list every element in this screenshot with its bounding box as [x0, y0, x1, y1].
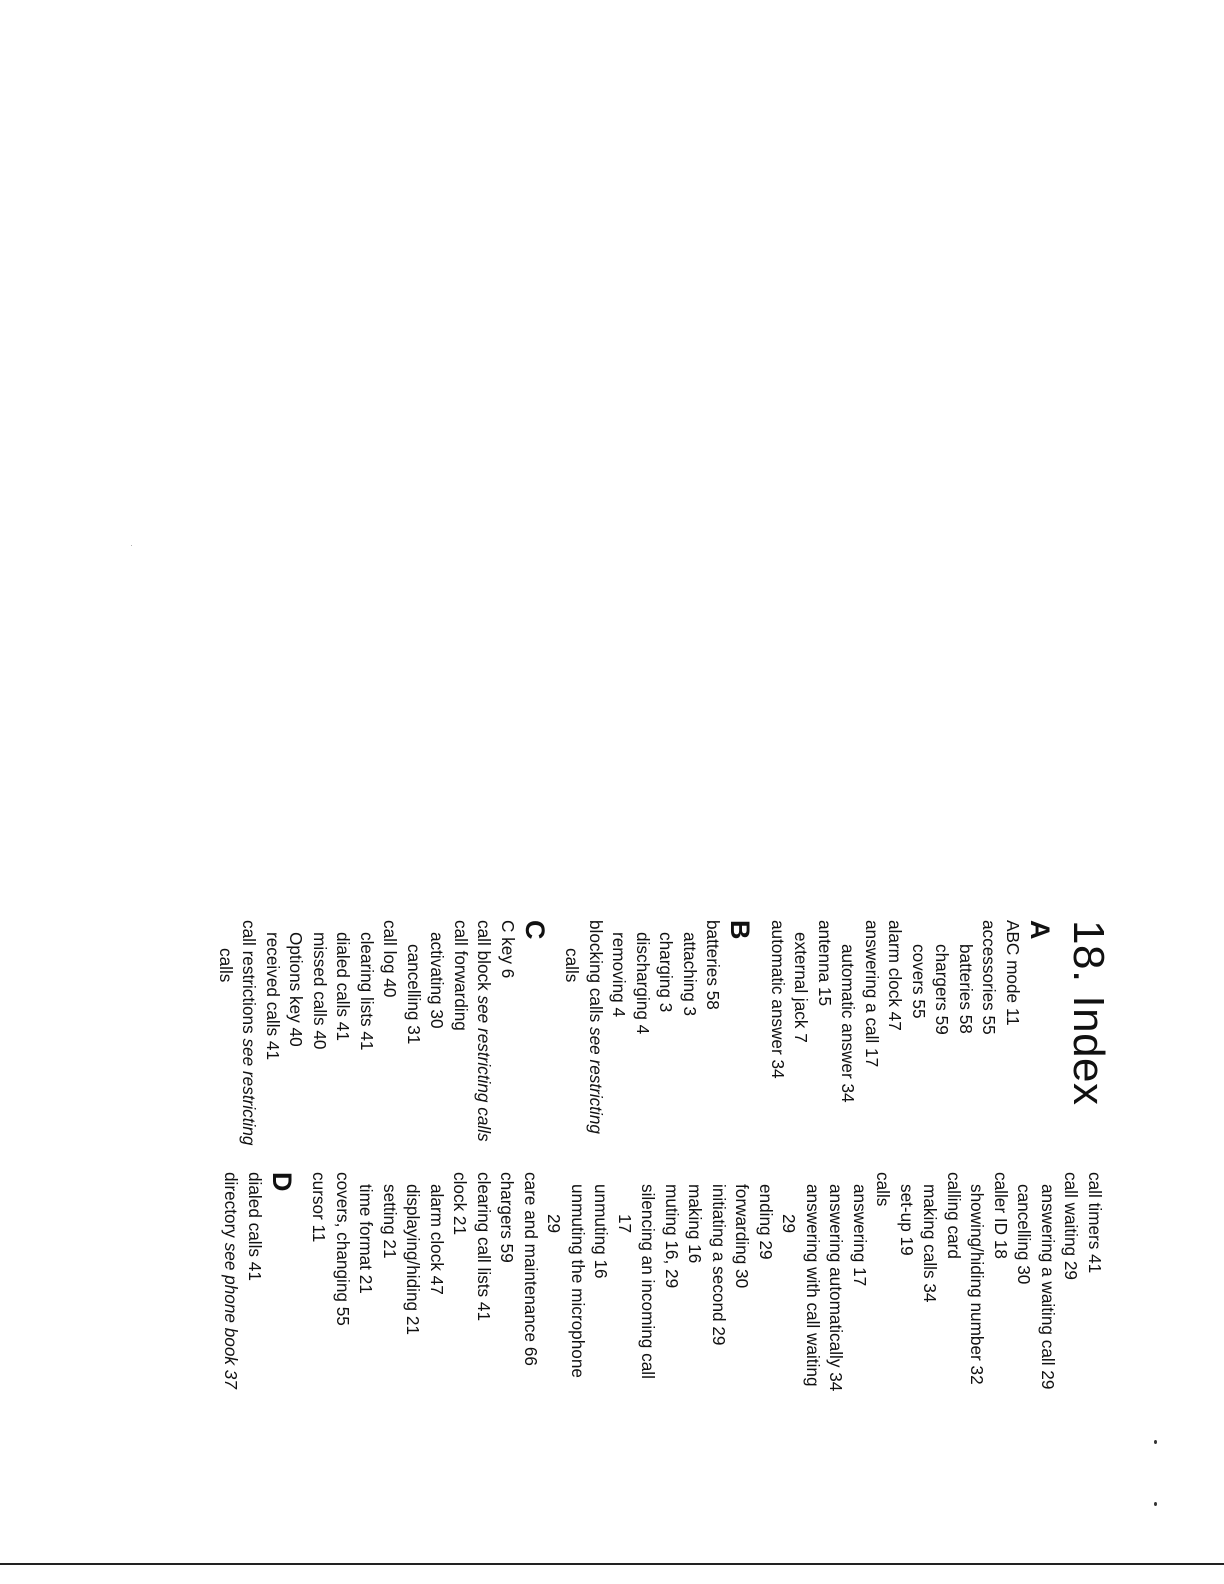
index-entry: [261, 920, 285, 1145]
index-entry-text: dialed calls 41: [245, 1172, 265, 1281]
index-section-letter: D: [267, 1172, 297, 1192]
index-entry-text: silencing an incoming call: [638, 1184, 659, 1379]
index-entry: [730, 1172, 754, 1391]
index-entry-text: call log 40: [380, 920, 401, 998]
index-entry-text: alarm clock 47: [885, 920, 906, 1031]
scan-speck: [1154, 1502, 1157, 1506]
index-entry-text: displaying/hiding 21: [403, 1184, 424, 1335]
index-entry: [860, 920, 884, 1145]
index-entry-text: answering a waiting call 29: [1038, 1184, 1058, 1390]
index-entry: [954, 920, 978, 1145]
index-entry: [237, 920, 261, 1145]
index-entry: [307, 1172, 331, 1391]
index-entry: [1036, 1172, 1060, 1391]
index-entry-text: batteries 58: [956, 944, 976, 1034]
index-entry: [789, 920, 813, 1145]
index-entry: [542, 1172, 566, 1391]
index-entry-text: call timers 41: [1085, 1172, 1105, 1274]
index-entry-text: care and maintenance 66: [521, 1172, 541, 1366]
index-entry: [836, 920, 860, 1145]
index-entry: [907, 920, 931, 1145]
index-see-reference: see phone book 37: [221, 1242, 242, 1389]
index-entry-text: calls: [873, 1172, 894, 1207]
index-entry-text: clock 21: [450, 1172, 471, 1236]
index-entry: [331, 920, 355, 1145]
index-entry-text: removing 4: [609, 932, 630, 1018]
index-entry: [354, 1172, 378, 1391]
index-entry-text: received calls 41: [263, 932, 283, 1061]
index-see-reference: see restricting: [239, 1038, 260, 1146]
index-entry: [631, 920, 655, 1145]
index-entry: [566, 1172, 590, 1391]
index-entry: [754, 1172, 778, 1391]
index-entry: [560, 920, 584, 1145]
index-entry-text: making calls 34: [920, 1184, 941, 1303]
index-entry-text: cancelling 31: [404, 944, 424, 1045]
index-entry-text: forwarding 30: [732, 1184, 753, 1289]
index-entry-text: clearing lists 41: [357, 932, 377, 1051]
index-entry: [848, 1172, 872, 1391]
index-entry: [355, 920, 379, 1145]
index-section-letter: B: [725, 920, 756, 940]
index-entry: [613, 1172, 637, 1391]
index-entry: [1083, 1172, 1107, 1391]
scan-speck: [131, 545, 132, 546]
scan-bottom-rule: [0, 1563, 1224, 1565]
index-entry: [895, 1172, 919, 1391]
index-entry: [214, 920, 238, 1145]
index-entry: [707, 1172, 731, 1391]
index-entry-text: muting 16, 29: [662, 1184, 682, 1289]
index-entry: [930, 920, 954, 1145]
index-entry: [607, 920, 631, 1145]
index-entry: [589, 1172, 613, 1391]
index-entry: [378, 1172, 402, 1391]
index-entry-text: calling card: [944, 1172, 964, 1259]
index-entry: [636, 1172, 660, 1391]
index-entry-text: external jack 7: [791, 932, 812, 1043]
scan-speck: [1154, 1440, 1157, 1444]
index-entry: [678, 920, 702, 1145]
index-entry-text: answering 17: [850, 1184, 870, 1287]
page-title: 18. Index: [1064, 920, 1113, 1106]
index-entry: [284, 920, 308, 1145]
index-entry: [977, 920, 1001, 1145]
index-entry-text: time format 21: [356, 1184, 377, 1294]
index-entry: [989, 1172, 1013, 1391]
index-entry-text: discharging 4: [633, 932, 653, 1035]
index-entry-text: caller ID 18: [991, 1172, 1011, 1259]
index-entry: [448, 1172, 472, 1391]
index-entry-text: Options key 40: [286, 932, 307, 1047]
index-entry-text: automatic answer 34: [768, 920, 788, 1079]
index-entry-text: automatic answer 34: [838, 944, 859, 1103]
index-column-1: [214, 920, 1055, 1145]
index-entry: [918, 1172, 942, 1391]
index-entry: [777, 1172, 801, 1391]
index-see-reference: see restricting: [586, 1027, 606, 1134]
index-entry-text: cursor 11: [309, 1172, 330, 1243]
index-entry: [1059, 1172, 1083, 1391]
index-entry: [219, 1172, 243, 1391]
index-entry-text: covers, changing 55: [333, 1172, 353, 1326]
index-entry: [965, 1172, 989, 1391]
index-entry-text: batteries 58: [703, 920, 724, 1010]
index-entry-text: answering a call 17: [862, 920, 882, 1068]
index-entry-text: showing/hiding number 32: [967, 1184, 988, 1385]
index-entry-text: 29: [544, 1214, 565, 1234]
index-entry-text: 29: [779, 1214, 800, 1234]
index-entry-text: blocking calls: [586, 920, 606, 1023]
index-entry-text: unmuting the microphone: [568, 1184, 588, 1378]
index-entry-text: calls: [562, 948, 583, 983]
index-entry-text: chargers 59: [932, 944, 953, 1035]
index-entry: [871, 1172, 895, 1391]
index-entry: [1001, 920, 1025, 1145]
index-entry-text: call forwarding: [451, 920, 471, 1031]
index-entry: [942, 1172, 966, 1391]
index-entry-text: alarm clock 47: [427, 1184, 447, 1295]
index-section-letter: C: [520, 920, 550, 940]
index-entry-text: attaching 3: [680, 932, 700, 1017]
index-entry: [331, 1172, 355, 1391]
index-entry: [496, 920, 520, 1145]
index-entry-text: call block: [474, 920, 495, 991]
index-entry-text: call restrictions: [239, 920, 260, 1034]
index-entry-text: dialed calls 41: [333, 932, 354, 1041]
index-entry-text: answering automatically 34: [826, 1184, 847, 1392]
index-entry-text: initiating a second 29: [709, 1184, 729, 1346]
index-entry: [243, 1172, 267, 1391]
index-entry-text: ABC mode 11: [1003, 920, 1023, 1026]
index-entry-text: chargers 59: [497, 1172, 518, 1263]
index-entry-text: accessories 55: [979, 920, 1000, 1035]
index-entry: [883, 920, 907, 1145]
index-entry-text: making 16: [685, 1184, 706, 1264]
index-entry: [472, 1172, 496, 1391]
index-entry: [495, 1172, 519, 1391]
index-entry-text: setting 21: [380, 1184, 400, 1259]
index-entry-text: missed calls 40: [310, 932, 330, 1050]
index-section-letter: A: [1025, 920, 1055, 940]
index-entry-text: directory: [221, 1172, 242, 1238]
index-entry: [1012, 1172, 1036, 1391]
index-entry: [801, 1172, 825, 1391]
index-entry: [449, 920, 473, 1145]
index-entry: [519, 1172, 543, 1391]
index-entry-text: cancelling 30: [1014, 1184, 1035, 1285]
rotated-index-page: [150, 920, 1113, 1480]
index-entry: [654, 920, 678, 1145]
index-entry: [425, 920, 449, 1145]
index-entry: [824, 1172, 848, 1391]
index-entry-text: clearing call lists 41: [474, 1172, 494, 1322]
index-entry-text: call waiting 29: [1061, 1172, 1082, 1280]
index-entry-text: set-up 19: [897, 1184, 917, 1256]
index-entry-text: ending 29: [756, 1184, 776, 1260]
index-entry: [813, 920, 837, 1145]
index-column-2: [219, 1172, 1106, 1391]
index-see-reference: see restricting calls: [474, 995, 495, 1142]
index-entry-text: answering with call waiting: [803, 1184, 823, 1387]
index-entry-text: C key 6: [498, 920, 518, 979]
index-entry: [701, 920, 725, 1145]
index-entry: [402, 920, 426, 1145]
index-entry: [308, 920, 332, 1145]
index-entry: [472, 920, 496, 1145]
index-entry-text: covers 55: [909, 944, 929, 1019]
index-entry-text: unmuting 16: [591, 1184, 612, 1279]
index-entry: [683, 1172, 707, 1391]
index-entry-text: antenna 15: [815, 920, 835, 1007]
index-entry-text: charging 3: [656, 932, 677, 1013]
index-entry-text: activating 30: [427, 932, 448, 1029]
index-entry: [584, 920, 608, 1145]
index-entry: [660, 1172, 684, 1391]
index-entry: [425, 1172, 449, 1391]
index-entry-text: calls: [216, 948, 236, 983]
index-entry: [766, 920, 790, 1145]
index-entry: [401, 1172, 425, 1391]
index-entry-text: 17: [615, 1214, 635, 1234]
index-entry: [378, 920, 402, 1145]
